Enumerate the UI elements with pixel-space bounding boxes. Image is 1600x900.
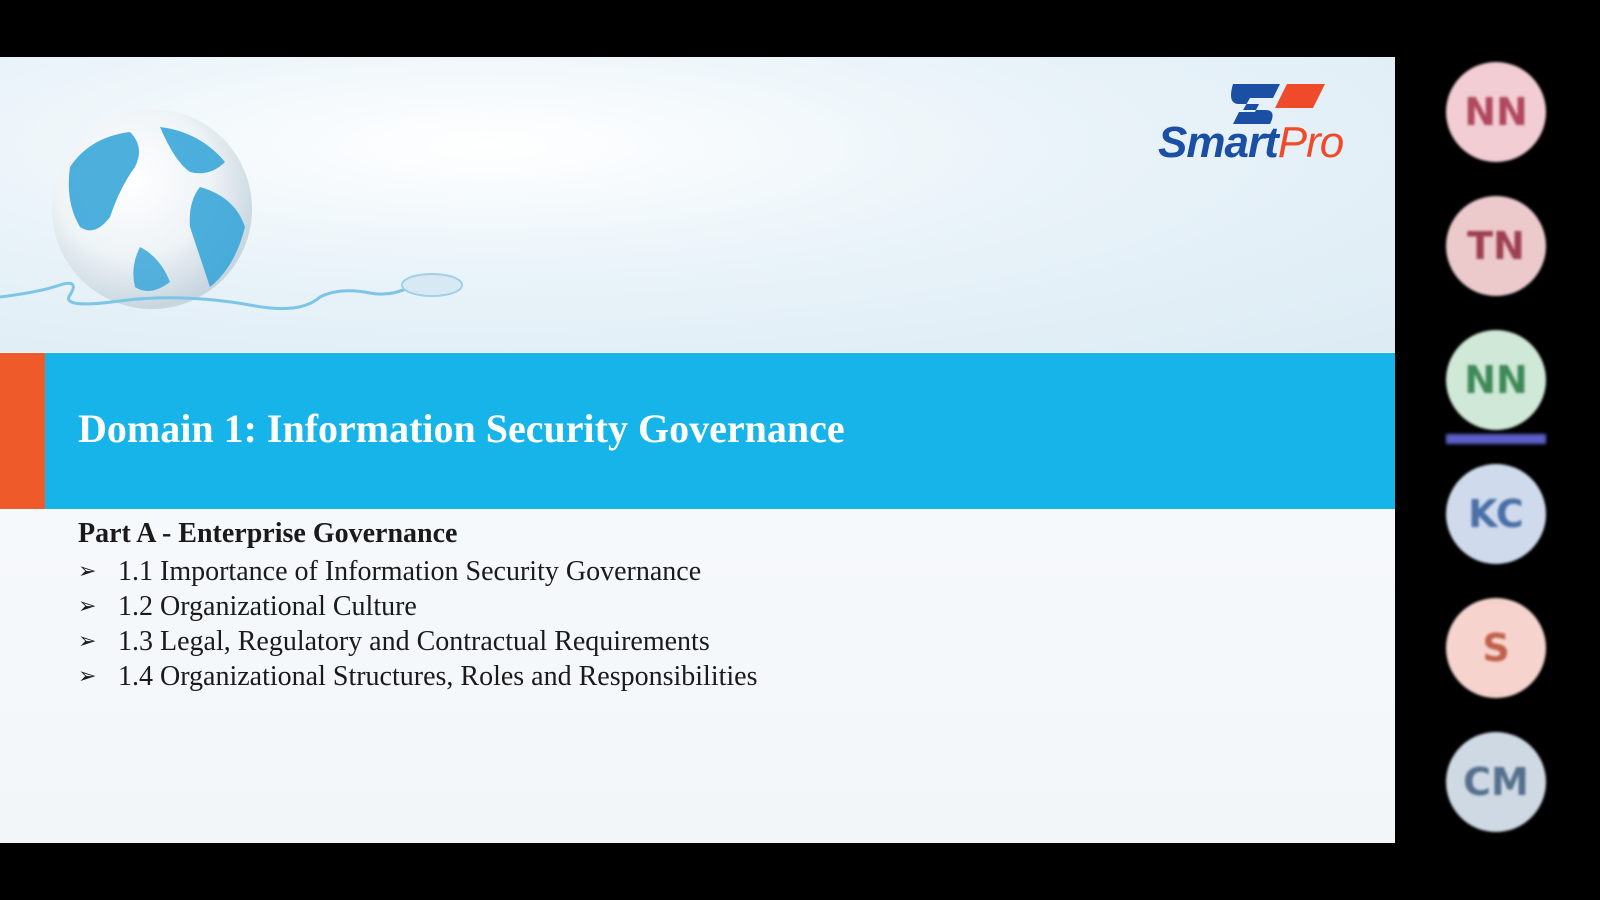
mouse-cable-icon bbox=[0, 267, 470, 367]
avatar: S bbox=[1446, 598, 1546, 698]
slide-title: Domain 1: Information Security Governance bbox=[78, 406, 845, 451]
participant-name bbox=[1446, 166, 1546, 176]
bullet-text: 1.3 Legal, Regulatory and Contractual Requirements bbox=[118, 625, 710, 657]
shared-slide bbox=[0, 57, 1395, 843]
participant-tile[interactable] bbox=[1446, 196, 1546, 321]
arrow-bullet-icon: ➢ bbox=[78, 559, 97, 584]
arrow-bullet-icon: ➢ bbox=[78, 594, 97, 619]
bullet-text: 1.1 Importance of Information Security Governance bbox=[118, 555, 702, 587]
part-heading: Part A - Enterprise Governance bbox=[78, 518, 458, 549]
bullet-list bbox=[78, 554, 758, 694]
participant-tile[interactable] bbox=[1446, 62, 1546, 187]
list-item bbox=[78, 554, 758, 589]
participant-tile[interactable] bbox=[1446, 330, 1546, 455]
arrow-bullet-icon: ➢ bbox=[78, 629, 97, 654]
avatar: KC bbox=[1446, 464, 1546, 564]
participant-tile[interactable] bbox=[1446, 598, 1546, 723]
avatar: NN bbox=[1446, 62, 1546, 162]
bullet-text: 1.2 Organizational Culture bbox=[118, 590, 417, 622]
participant-name bbox=[1446, 702, 1546, 712]
logo-wordmark bbox=[1158, 118, 1343, 168]
avatar: CM bbox=[1446, 732, 1546, 832]
logo-smart-text: Smart bbox=[1158, 118, 1278, 167]
avatar: NN bbox=[1446, 330, 1546, 430]
arrow-bullet-icon: ➢ bbox=[78, 664, 97, 689]
participant-name bbox=[1446, 836, 1546, 846]
logo-pro-text: Pro bbox=[1277, 118, 1344, 167]
list-item bbox=[78, 624, 758, 659]
list-item bbox=[78, 659, 758, 694]
participant-tile[interactable] bbox=[1446, 464, 1546, 589]
bullet-text: 1.4 Organizational Structures, Roles and Responsibilities bbox=[118, 660, 758, 692]
participant-tile[interactable] bbox=[1446, 732, 1546, 857]
participant-name bbox=[1446, 434, 1546, 444]
participant-name bbox=[1446, 300, 1546, 310]
participant-name bbox=[1446, 568, 1546, 578]
avatar: TN bbox=[1446, 196, 1546, 296]
list-item bbox=[78, 589, 758, 624]
title-accent-bar bbox=[0, 353, 45, 509]
